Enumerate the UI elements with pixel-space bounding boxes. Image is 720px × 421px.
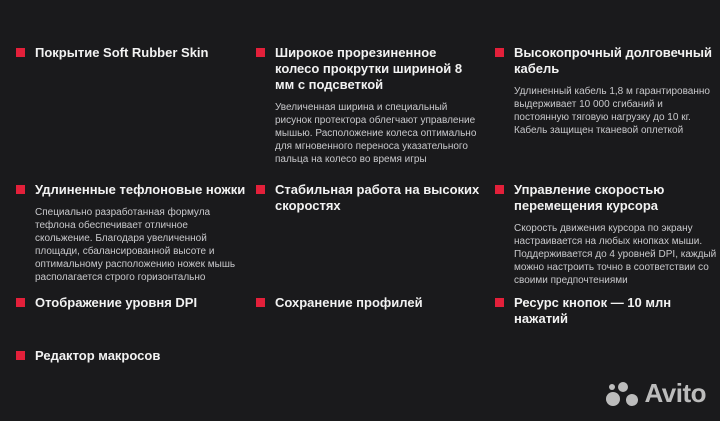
feature-title: Удлиненные тефлоновые ножки <box>35 182 246 197</box>
red-square-bullet-icon <box>16 351 25 360</box>
feature-soft-rubber-skin <box>16 45 226 61</box>
red-square-bullet-icon <box>495 298 504 307</box>
red-square-bullet-icon <box>495 48 504 57</box>
feature-title: Ресурс кнопок — 10 млн нажатий <box>514 295 672 326</box>
feature-description: Удлиненный кабель 1,8 м гарантированно выдерживает 10 000 сгибаний и постоянную тяговую нагрузку до 10 кг. Кабель защищен тканевой оплеткой <box>514 86 710 136</box>
feature-durable-cable <box>495 45 720 137</box>
red-square-bullet-icon <box>16 298 25 307</box>
red-square-bullet-icon <box>256 298 265 307</box>
feature-profile-saving <box>256 295 481 311</box>
feature-dpi-display <box>16 295 246 311</box>
feature-title: Сохранение профилей <box>275 295 423 310</box>
feature-title: Отображение уровня DPI <box>35 295 198 310</box>
feature-description: Скорость движения курсора по экрану настраивается на любых кнопках мыши. Поддерживается до 4 уровней DPI, каждый можно настроить точно в соответствии со своими предпочтениями <box>514 223 717 286</box>
avito-watermark <box>606 378 706 409</box>
red-square-bullet-icon <box>256 48 265 57</box>
feature-title: Покрытие Soft Rubber Skin <box>35 45 209 60</box>
feature-title: Стабильная работа на высоких скоростях <box>275 182 480 213</box>
feature-title: Управление скоростью перемещения курсора <box>514 182 665 213</box>
feature-high-speed-stability <box>256 182 481 214</box>
feature-description: Специально разработанная формула тефлона обеспечивает отличное скольжение. Благодаря увеличенной площади, сбалансированной высоте и оптимальному расположению ножек мышь располагается строго горизонтально <box>35 207 236 283</box>
feature-teflon-feet <box>16 182 246 284</box>
feature-title: Широкое прорезиненное колесо прокрутки шириной 8 мм с подсветкой <box>275 45 463 92</box>
red-square-bullet-icon <box>16 185 25 194</box>
red-square-bullet-icon <box>495 185 504 194</box>
red-square-bullet-icon <box>16 48 25 57</box>
feature-description: Увеличенная ширина и специальный рисунок протектора облегчают управление мышью. Расположение колеса оптимально для мгновенного переноса указательного пальца на колесо во время игры <box>275 102 477 165</box>
feature-title: Высокопрочный долговечный кабель <box>514 45 712 76</box>
feature-macro-editor <box>16 348 246 364</box>
feature-button-lifetime <box>495 295 720 327</box>
feature-scroll-wheel <box>256 45 481 166</box>
feature-title: Редактор макросов <box>35 348 161 363</box>
avito-logo-icon <box>606 380 640 408</box>
feature-cursor-speed-control <box>495 182 720 287</box>
watermark-text: Avito <box>644 378 706 408</box>
red-square-bullet-icon <box>256 185 265 194</box>
